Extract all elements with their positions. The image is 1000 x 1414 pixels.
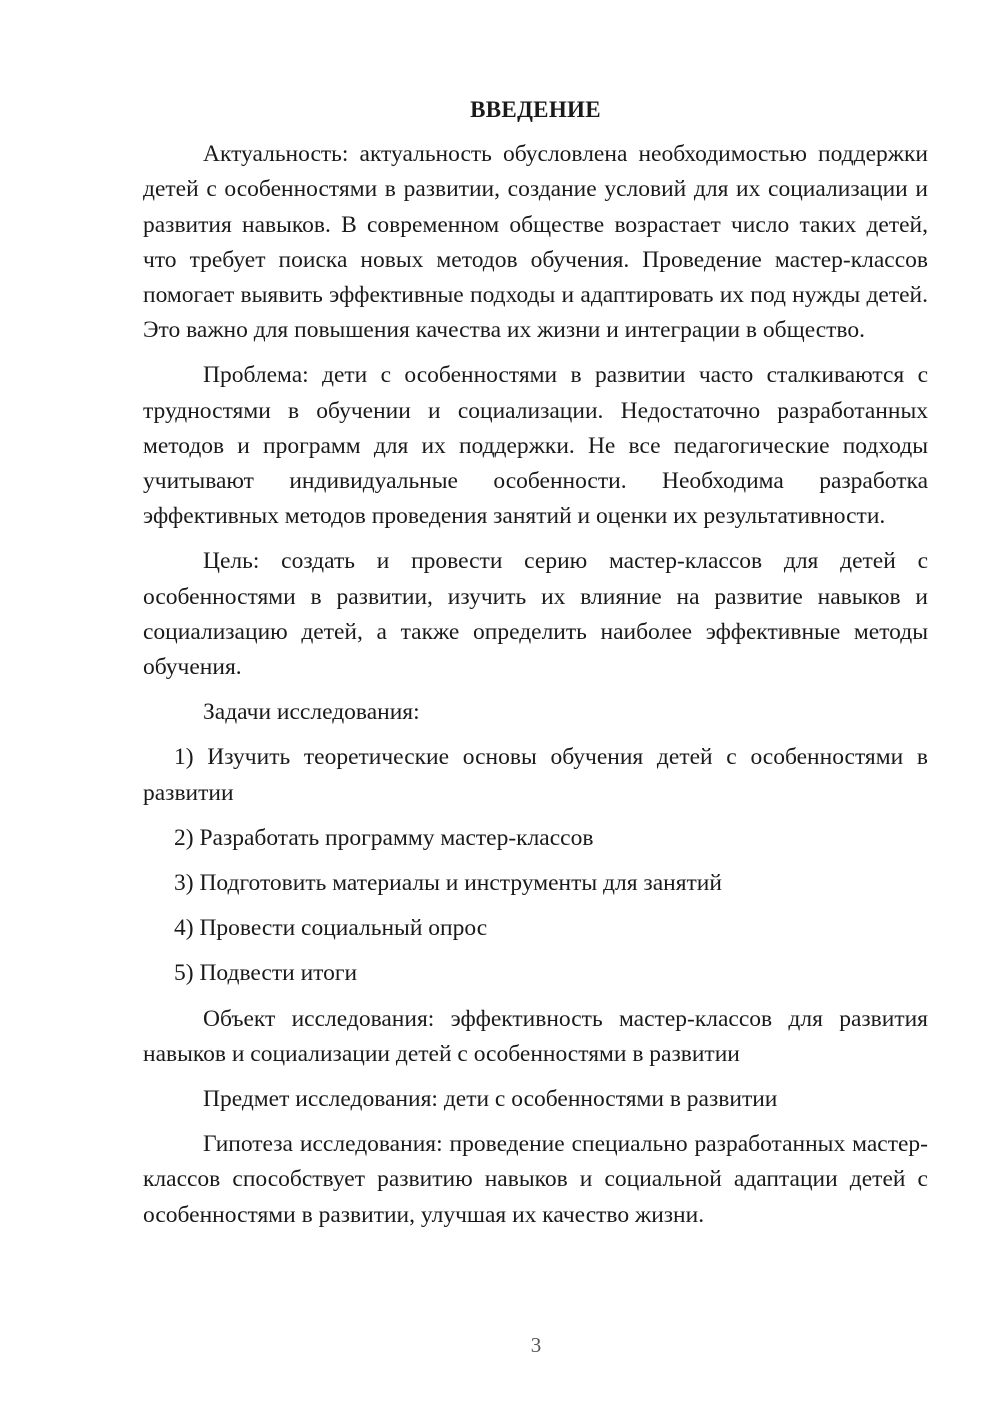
paragraph-problem: Проблема: дети с особенностями в развитии часто сталкиваются с трудностями в обучении и социализации. Недостаточно разработанных методов и программ для их поддержки. Не все педагогические подходы учитывают индивидуальные особенности. Необходима разработка эффективных методов проведения занятий и оценки их результативности.: [143, 362, 928, 530]
page-title: ВВЕДЕНИЕ: [470, 97, 601, 122]
page-number: 3: [530, 1333, 542, 1357]
task-item-3: 3) Подготовить материалы и инструменты для занятий: [174, 870, 722, 897]
paragraph-subject: Предмет исследования: дети с особенностями в развитии: [203, 1086, 778, 1113]
task-item-2: 2) Разработать программу мастер-классов: [174, 824, 594, 851]
page-content: [143, 92, 928, 1243]
paragraph-hypothesis: Гипотеза исследования: проведение специально разработанных мастер-классов способствует развитию навыков и социальной адаптации детей с особенностями в развитии, улучшая их качество жизни.: [143, 1131, 928, 1228]
paragraph-goal: Цель: создать и провести серию мастер-классов для детей с особенностями в развитии, изучить их влияние на развитие навыков и социализацию детей, а также определить наиболее эффективные методы обучения.: [143, 548, 928, 681]
tasks-heading: Задачи исследования:: [203, 699, 420, 726]
tasks-list: [143, 740, 928, 991]
task-item-1: 1) Изучить теоретические основы обучения детей с особенностями в развитии: [143, 744, 928, 806]
task-item-4: 4) Провести социальный опрос: [174, 915, 488, 942]
paragraph-object: Объект исследования: эффективность мастер-классов для развития навыков и социализации детей с особенностями в развитии: [143, 1005, 928, 1067]
task-item-5: 5) Подвести итоги: [174, 960, 358, 987]
paragraph-relevance: Актуальность: актуальность обусловлена необходимостью поддержки детей с особенностями в развитии, создание условий для их социализации и развития навыков. В современном обществе возрастает число таких детей, что требует поиска новых методов обучения. Проведение мастер-классов помогает выявить эффективные подходы и адаптировать их под нужды детей. Это важно для повышения качества их жизни и интеграции в общество.: [143, 141, 928, 344]
